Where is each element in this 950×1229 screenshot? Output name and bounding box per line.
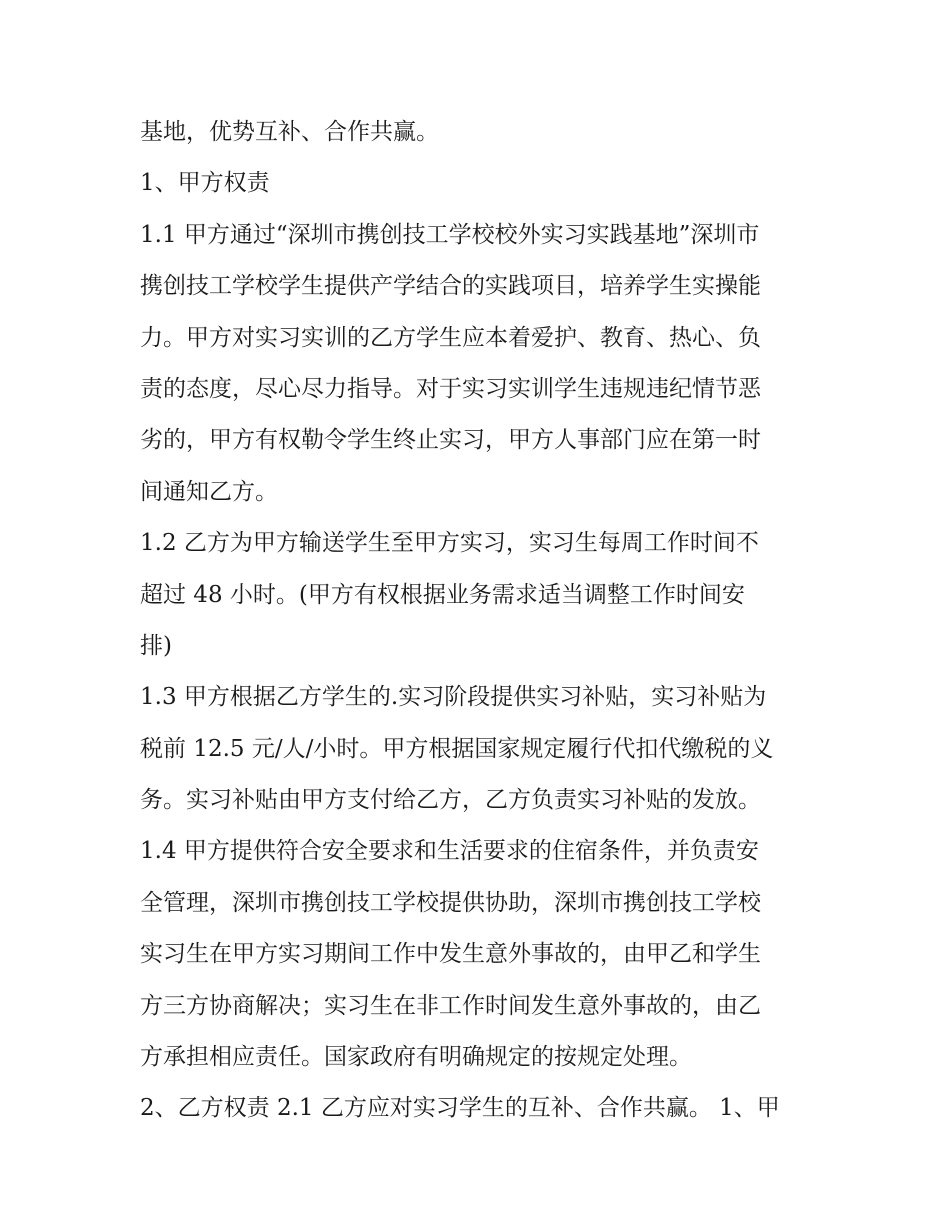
document-body [140,107,812,1135]
text-line: 全管理，深圳市携创技工学校提供协助，深圳市携创技工学校 [140,889,761,916]
text-line: 携创技工学校学生提供产学结合的实践项目，培养学生实操能 [140,273,761,300]
text-line: 1.1 甲方通过“深圳市携创技工学校校外实习实践基地”深圳市 [140,221,760,248]
text-line: 责的态度，尽心尽力指导。对于实习实训学生违规违纪情节恶 [140,375,761,402]
text-line: 税前 12.5 元/人/小时。甲方根据国家规定履行代扣代缴税的义 [140,735,774,762]
section-heading: 1、甲方权责 [140,170,270,197]
text-line: 力。甲方对实习实训的乙方学生应本着爱护、教育、热心、负 [140,324,761,351]
text-line: 1.4 甲方提供符合安全要求和生活要求的住宿条件，并负责安 [140,838,759,865]
text-line: 实习生在甲方实习期间工作中发生意外事故的，由甲乙和学生 [140,941,761,968]
text-line: 务。实习补贴由甲方支付给乙方，乙方负责实习补贴的发放。 [140,787,761,814]
text-line: 超过 48 小时。(甲方有权根据业务需求适当调整工作时间安 [140,581,745,608]
text-line: 基地，优势互补、合作共赢。 [140,119,439,145]
section-heading: 2、乙方权责 2.1 乙方应对实习学生的互补、合作共赢。 1、甲 [140,1095,780,1122]
text-line: 排) [140,632,172,659]
text-line: 1.3 甲方根据乙方学生的.实习阶段提供实习补贴，实习补贴为 [140,684,767,711]
text-line: 方承担相应责任。国家政府有明确规定的按规定处理。 [140,1044,692,1071]
text-line: 间通知乙方。 [140,478,278,505]
text-line: 方三方协商解决；实习生在非工作时间发生意外事故的，由乙 [140,992,761,1019]
text-line: 1.2 乙方为甲方输送学生至甲方实习，实习生每周工作时间不 [140,530,759,557]
text-line: 劣的，甲方有权勒令学生终止实习，甲方人事部门应在第一时 [140,427,761,454]
